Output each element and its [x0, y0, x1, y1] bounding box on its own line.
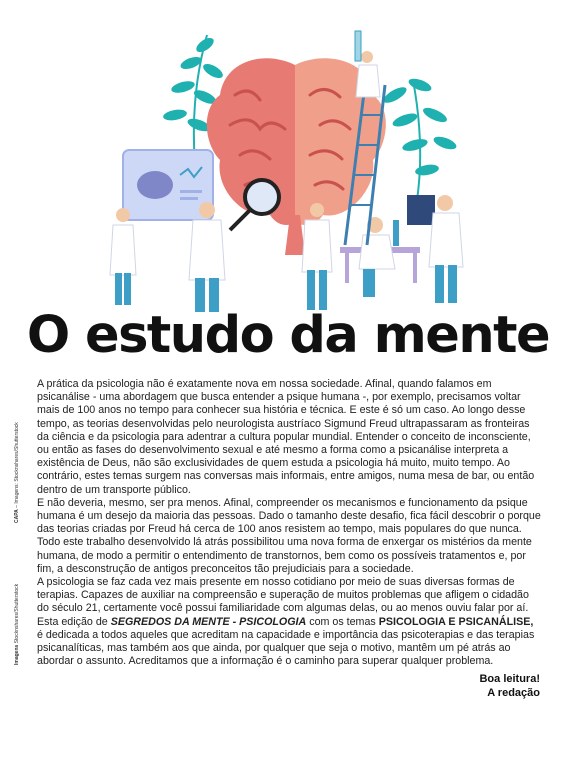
paragraph-3: A psicologia se faz cada vez mais presente em nosso cotidiano por meio de suas diversas formas de terapias. Capazes de auxiliar na compreensão e superação de muitos problemas que afligem o cidadão do século 21, certamente você possui familiaridade com algumas delas, ou ao menos ouviu falar por aí. Esta edição de SEGREDOS DA MENTE - PSICOLOGIA com os temas PSICOLOGIA E PSICANÁLISE, é dedicada a todos aqueles que acreditam na capacidade e importância das psicoterapias e das terapias psicanalíticas, mas também aos que ainda, por qualquer que seja o motivo, mantêm um pé atrás ao abordar o assunto. Acreditamos que a informação é o caminho para superar qualquer problema.: [37, 576, 535, 668]
images-credit: Imagens Stocknshares/Shutterstock: [14, 583, 20, 665]
paragraph-2: E não deveria, mesmo, ser pra menos. Afinal, compreender os mecanismos e funcionamento da psique humana é um desejo da maioria das pessoas. Dado o tamanho deste desafio, fica fácil descobrir o porque das teorias criadas por Freud há cerca de 100 anos resistem ao tempo, mais populares do que nunca. Todo este trabalho desenvolvido lá atrás possibilitou uma nova forma de enxergar os mistérios da mente humana, de modo a permitir o entendimento de transtornos, bem como os possíveis tratamentos e, por fim, a desconstrução de antigos preconceitos tão prejudiciais para a sociedade.: [37, 496, 541, 575]
signoff: [479, 672, 540, 700]
signoff-greeting: Boa leitura!: [479, 673, 540, 685]
leaves-right-icon: [381, 76, 458, 200]
edition-title: SEGREDOS DA MENTE - PSICOLOGIA: [110, 615, 307, 628]
page-title: O estudo da mente: [26, 306, 550, 365]
cover-credit: CAPA – Imagens: Stocknshares/Shutterstock: [14, 422, 20, 523]
microscope-desk-icon: [340, 217, 420, 297]
signoff-author: A redação: [487, 687, 540, 699]
article-body: [37, 378, 541, 668]
brain-illustration: [95, 25, 495, 320]
scientist-left-icon: [110, 208, 136, 305]
edition-topics: PSICOLOGIA E PSICANÁLISE,: [378, 615, 534, 628]
paragraph-1: A prática da psicologia não é exatamente nova em nossa sociedade. Afinal, quando falamos em psicanálise - uma abordagem que busca entender a psique humana -, por exemplo, precisamos voltar mais de 100 anos no tempo para conhecer sua história e técnica. E este é só um caso. Ao longo desse tempo, as teorias desenvolvidas pelo neurologista austríaco Sigmund Freud ultrapassaram as fronteiras da ciência e da psicologia para adentrar a cultura popular mundial. Entender o conceito de inconsciente, ou então as fases do desenvolvimento sexual e até mesmo a forma como a psicanálise interpreta a existência de Deus, não são exclusividades de quem estuda a psicologia há muito, muito tempo. Ao contrário, estes temas surgem nas conversas mais informais, entre amigos, numa mesa de bar, ou então dentro de um transporte público.: [37, 378, 535, 496]
side-credits: [14, 395, 28, 675]
